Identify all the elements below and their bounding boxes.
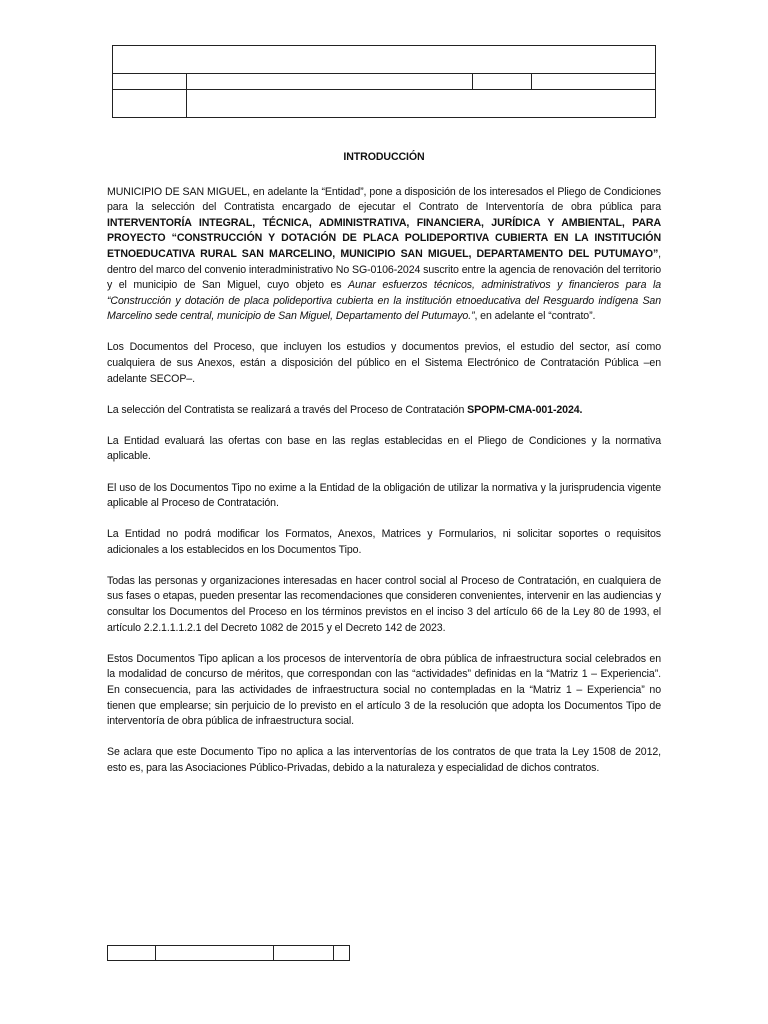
footer-col-divider <box>333 946 334 960</box>
paragraph-5: El uso de los Documentos Tipo no exime a la Entidad de la obligación de utilizar la normativa y la jurisprudencia vigente aplicable al Proceso de Contratación. <box>107 481 661 510</box>
paragraph-7: Todas las personas y organizaciones interesadas en hacer control social al Proceso de Contratación, en cualquiera de sus fases o etapas, pueden presentar las recomendaciones que consideren convenientes, intervenir en las audiencias y consultar los Documentos del Proceso en los términos previstos en el inciso 3 del artículo 66 de la Ley 80 de 1993, el artículo 2.2.1.1.1.2.1 del Decreto 1082 de 2015 y el Decreto 142 de 2023. <box>107 574 661 634</box>
header-col-divider <box>531 73 532 89</box>
paragraph-1: MUNICIPIO DE SAN MIGUEL, en adelante la “Entidad”, pone a disposición de los interesados el Pliego de Condiciones para la selección del Contratista encargado de ejecutar el Contrato de Interventoría de obra pública para INTERVENTORÍA INTEGRAL, TÉCNICA, ADMINISTRATIVA, FINANCIERA, JURÍDICA Y AMBIENTAL, PARA PROYECTO “CONSTRUCCIÓN Y DOTACIÓN DE PLACA POLIDEPORTIVA CUBIERTA EN LA INSTITUCIÓN ETNOEDUCATIVA RURAL SAN MARCELINO, MUNICIPIO SAN MIGUEL, DEPARTAMENTO DEL PUTUMAYO”, dentro del marco del convenio interadministrativo No SG-0106-2024 suscrito entre la agencia de renovación del territorio y el municipio de San Miguel, cuyo objeto es Aunar esfuerzos técnicos, administrativos y financieros para la “Construcción y dotación de placa polideportiva cubierta en la institución etnoeducativa del Resguardo indígena San Marcelino sede central, municipio de San Miguel, Departamento del Putumayo.”, en adelante el “contrato”. <box>107 185 661 323</box>
footer-col-divider <box>273 946 274 960</box>
footer-table <box>107 945 350 961</box>
document-body <box>107 150 661 792</box>
paragraph-8: Estos Documentos Tipo aplican a los procesos de interventoría de obra pública de infraestructura social celebrados en la modalidad de concurso de méritos, que correspondan con las “actividades” definidas en la “Matriz 1 – Experiencia”. En consecuencia, para las actividades de infraestructura social no contempladas en la “Matriz 1 – Experiencia” no tienen que emplearse; sin perjuicio de lo previsto en el artículo 3 de la resolución que adopta los Documentos Tipo de interventoría de obra pública de infraestructura social. <box>107 652 661 728</box>
paragraph-6: La Entidad no podrá modificar los Formatos, Anexos, Matrices y Formularios, ni solicitar soportes o requisitos adicionales a los establecidos en los Documentos Tipo. <box>107 528 661 556</box>
header-col-divider <box>186 73 187 118</box>
paragraph-2: Los Documentos del Proceso, que incluyen los estudios y documentos previos, el estudio del sector, así como cualquiera de sus Anexos, están a disposición del público en el Sistema Electrónico de Contratación Pública –en adelante SECOP–. <box>107 341 661 385</box>
section-title: INTRODUCCIÓN <box>343 151 425 163</box>
header-col-divider <box>472 73 473 89</box>
header-table <box>112 45 656 118</box>
footer-col-divider <box>155 946 156 960</box>
paragraph-3: La selección del Contratista se realizará a través del Proceso de Contratación SPOPM-CMA-001-2024. <box>107 403 583 416</box>
paragraph-4: La Entidad evaluará las ofertas con base en las reglas establecidas en el Pliego de Condiciones y la normativa aplicable. <box>107 434 661 463</box>
paragraph-9: Se aclara que este Documento Tipo no aplica a las interventorías de los contratos de que trata la Ley 1508 de 2012, esto es, para las Asociaciones Público-Privadas, debido a la naturaleza y especialidad de dichos contratos. <box>107 746 661 774</box>
header-row-divider <box>113 73 655 74</box>
header-row-divider <box>113 89 655 90</box>
